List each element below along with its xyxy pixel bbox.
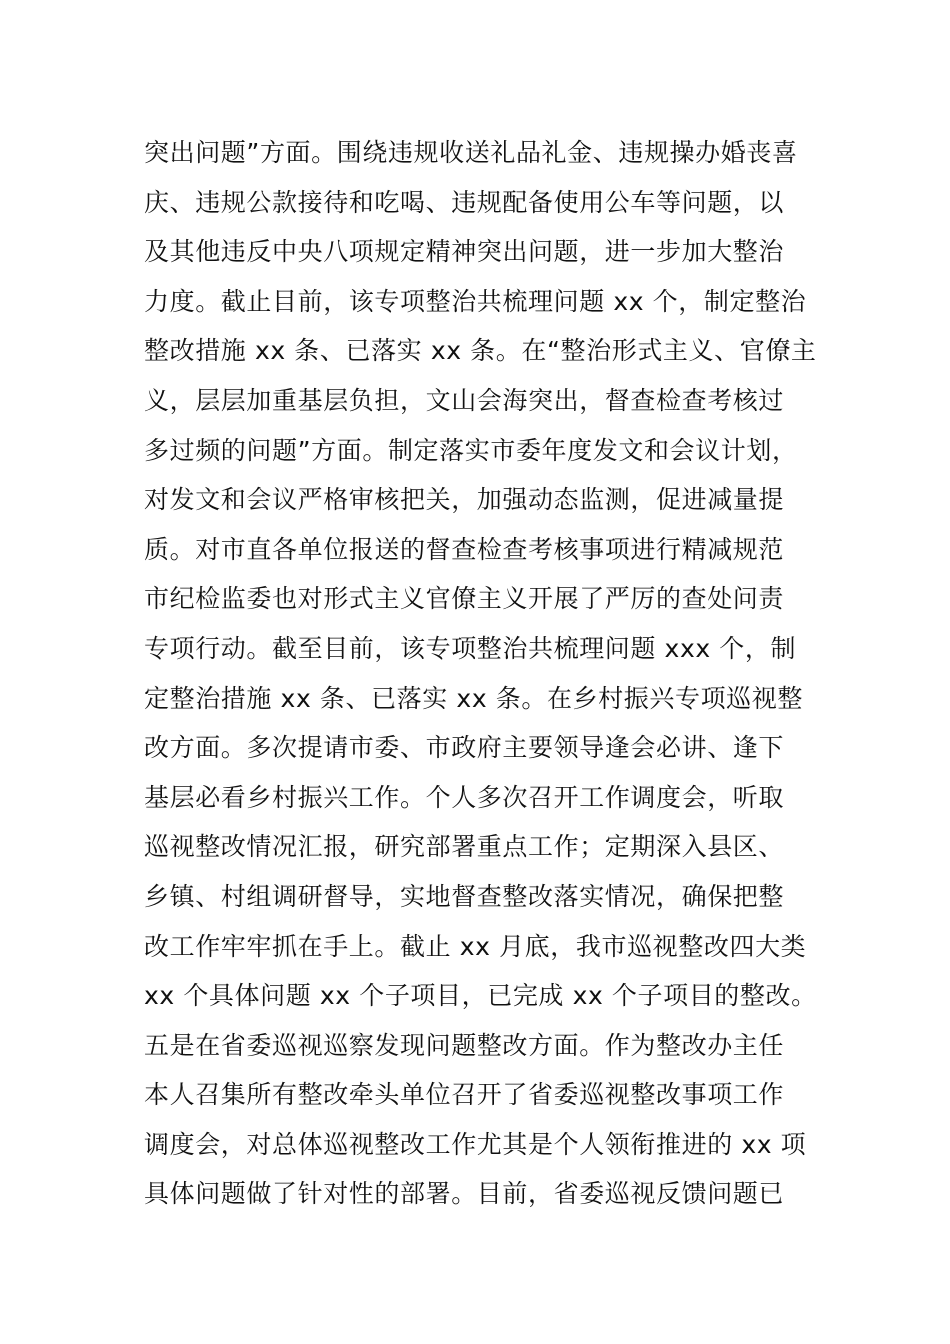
text-line-9: 质。对市直各单位报送的督查检查考核事项进行精减规范 [144,534,785,564]
text-line-17: 改工作牢牢抓在手上。截止 xx 月底，我市巡视整改四大类 [144,931,807,961]
text-line-6: 义，层层加重基层负担，文山会海突出，督查检查考核过 [144,385,785,415]
text-line-10: 市纪检监委也对形式主义官僚主义开展了严厉的查处问责 [144,584,785,614]
text-line-4: 力度。截止目前，该专项整治共梳理问题 xx 个，制定整治 [144,286,807,316]
text-line-7: 多过频的问题”方面。制定落实市委年度发文和会议计划， [144,435,798,465]
text-line-11: 专项行动。截至目前，该专项整治共梳理问题 xxx 个，制 [144,633,797,663]
text-line-21: 调度会，对总体巡视整改工作尤其是个人领衔推进的 xx 项 [144,1129,807,1159]
text-line-19: 五是在省委巡视巡察发现问题整改方面。作为整改办主任 [144,1030,785,1060]
text-line-8: 对发文和会议严格审核把关，加强动态监测，促进减量提 [144,485,785,515]
text-line-15: 巡视整改情况汇报，研究部署重点工作；定期深入县区、 [144,832,785,862]
text-line-5: 整改措施 xx 条、已落实 xx 条。在“整治形式主义、官僚主 [144,336,817,366]
text-line-14: 基层必看乡村振兴工作。个人多次召开工作调度会，听取 [144,782,785,812]
text-line-22: 具体问题做了针对性的部署。目前，省委巡视反馈问题已 [144,1179,785,1209]
text-line-16: 乡镇、村组调研督导，实地督查整改落实情况，确保把整 [144,881,785,911]
text-line-12: 定整治措施 xx 条、已落实 xx 条。在乡村振兴专项巡视整 [144,683,803,713]
text-line-1: 突出问题”方面。围绕违规收送礼品礼金、违规操办婚丧喜 [144,138,798,167]
body-paragraph [144,128,817,1219]
text-line-2: 庆、违规公款接待和吃喝、违规配备使用公车等问题，以 [144,187,785,217]
text-line-13: 改方面。多次提请市委、市政府主要领导逢会必讲、逢下 [144,733,785,763]
text-line-18: xx 个具体问题 xx 个子项目，已完成 xx 个子项目的整改。 [144,981,817,1011]
text-line-20: 本人召集所有整改牵头单位召开了省委巡视整改事项工作 [144,1080,785,1110]
text-line-3: 及其他违反中央八项规定精神突出问题，进一步加大整治 [144,237,785,267]
